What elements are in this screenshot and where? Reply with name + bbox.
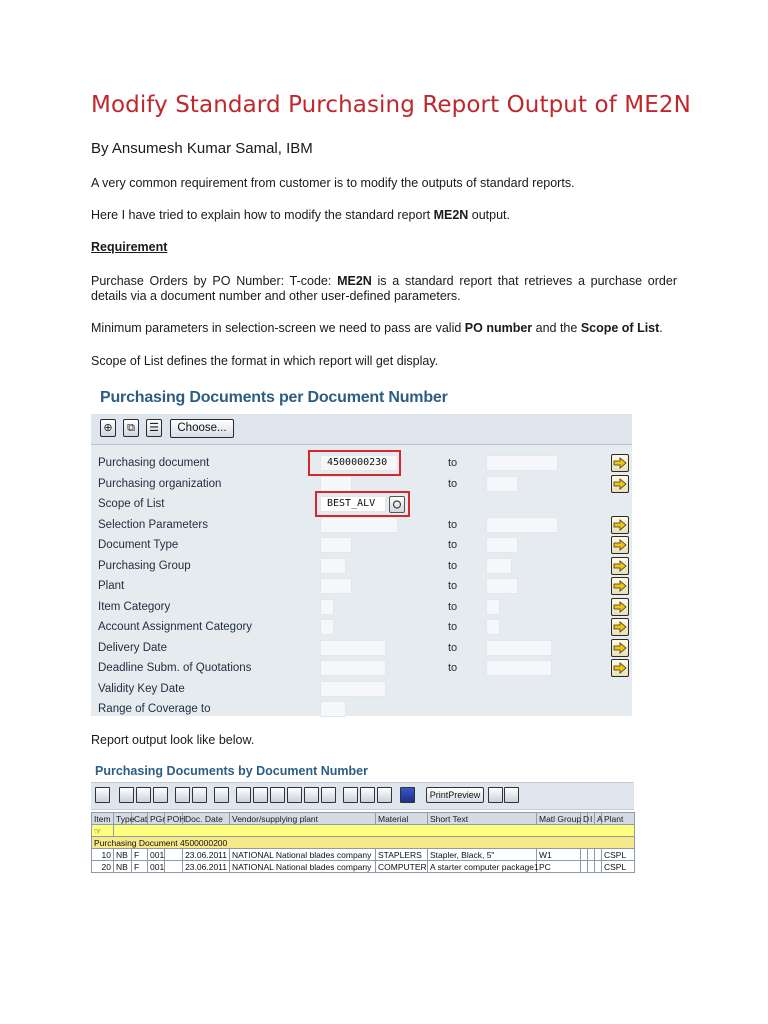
highlight-box	[308, 450, 401, 476]
multiple-selection-icon[interactable]	[611, 659, 629, 677]
cell	[165, 849, 183, 861]
total-icon[interactable]	[175, 787, 190, 803]
cell: NATIONAL National blades company	[230, 861, 376, 873]
selection-title-bar	[91, 380, 632, 414]
purchasing-group-input[interactable]	[320, 558, 346, 574]
cell: W1	[537, 849, 581, 861]
row-plant	[91, 577, 632, 597]
mail-icon[interactable]	[236, 787, 251, 803]
min-bold-po: PO number	[464, 321, 533, 335]
export-icon[interactable]	[253, 787, 268, 803]
item-category-to-input[interactable]	[486, 599, 500, 615]
row-label: Account Assignment Category	[98, 621, 253, 633]
selection-title: Purchasing Documents per Document Number	[100, 389, 448, 406]
multiple-selection-icon[interactable]	[611, 598, 629, 616]
row-label: Scope of List	[98, 498, 165, 510]
row-account-assignment-category	[91, 618, 632, 638]
row-label: Delivery Date	[98, 642, 168, 654]
table-row[interactable]	[92, 861, 635, 873]
minimum-params-paragraph	[91, 321, 677, 336]
selection-parameters-input[interactable]	[320, 517, 398, 533]
to-label: to	[448, 621, 458, 633]
multiple-selection-icon[interactable]	[611, 618, 629, 636]
delivery-date-to-input[interactable]	[486, 640, 552, 656]
column-header[interactable]: Vendor/supplying plant	[230, 813, 376, 825]
row-label: Purchasing organization	[98, 478, 222, 490]
to-label: to	[448, 560, 458, 572]
item-category-input[interactable]	[320, 599, 334, 615]
column-header[interactable]: Type	[114, 813, 132, 825]
select-layout-icon[interactable]	[360, 787, 375, 803]
document-type-to-input[interactable]	[486, 537, 518, 553]
column-header[interactable]: Plant	[602, 813, 635, 825]
row-label: Purchasing Group	[98, 560, 191, 572]
column-header[interactable]: Material	[376, 813, 428, 825]
report-table	[91, 812, 635, 873]
cell: 10	[92, 849, 114, 861]
cell: F	[132, 861, 148, 873]
output-paragraph: Report output look like below.	[91, 733, 255, 747]
row-selection-parameters	[91, 516, 632, 536]
deadline-quotations-input[interactable]	[320, 660, 386, 676]
word-processing-icon[interactable]	[287, 787, 302, 803]
to-label: to	[448, 601, 458, 613]
range-of-coverage-input[interactable]	[320, 701, 346, 717]
expand-row	[92, 825, 635, 837]
cell: CSPL	[602, 849, 635, 861]
purchasing-group-to-input[interactable]	[486, 558, 512, 574]
document-type-input[interactable]	[320, 537, 352, 553]
to-label: to	[448, 662, 458, 674]
deadline-quotations-to-input[interactable]	[486, 660, 552, 676]
to-label: to	[448, 580, 458, 592]
to-label: to	[448, 539, 458, 551]
row-document-type	[91, 536, 632, 556]
cell	[595, 861, 602, 873]
report-toolbar	[91, 782, 634, 810]
cell: 20	[92, 861, 114, 873]
local-file-icon[interactable]	[304, 787, 319, 803]
multiple-selection-icon[interactable]	[611, 516, 629, 534]
row-deadline-quotations	[91, 659, 632, 679]
expand-row-fill	[114, 825, 635, 837]
row-label: Deadline Subm. of Quotations	[98, 662, 252, 674]
column-header[interactable]: D	[581, 813, 588, 825]
min-bold-scope: Scope of List	[580, 321, 660, 335]
choose-button[interactable]: Choose...	[170, 419, 234, 438]
scope-of-list-input[interactable]: BEST_ALV	[320, 496, 386, 512]
cell: 23.06.2011	[183, 849, 230, 861]
column-header[interactable]: Short Text	[428, 813, 537, 825]
purchasing-document-to-input[interactable]	[486, 455, 558, 471]
requirement-heading: Requirement	[91, 240, 168, 254]
column-header[interactable]: Doc. Date	[183, 813, 230, 825]
cell: COMPUTER	[376, 861, 428, 873]
cell: NATIONAL National blades company	[230, 849, 376, 861]
execute-icon[interactable]: ⊕	[100, 419, 116, 437]
req-bold: ME2N	[337, 274, 372, 288]
req-suffix: is a standard report that retrieves a purchase order details via a document number and other user-defined parameters.	[91, 274, 677, 303]
cell: PC	[537, 861, 581, 873]
row-scope-of-list	[91, 495, 632, 515]
column-header[interactable]: A	[595, 813, 602, 825]
row-label: Plant	[98, 580, 125, 592]
multiple-selection-icon[interactable]	[611, 536, 629, 554]
purchasing-organization-to-input[interactable]	[486, 476, 518, 492]
to-label: to	[448, 457, 458, 469]
change-layout-icon[interactable]	[343, 787, 358, 803]
column-header[interactable]: Matl Group	[537, 813, 581, 825]
cell	[581, 849, 588, 861]
cell: STAPLERS	[376, 849, 428, 861]
subtotal-icon[interactable]	[192, 787, 207, 803]
account-assignment-to-input[interactable]	[486, 619, 500, 635]
filter-icon[interactable]	[153, 787, 168, 803]
abc-analysis-icon[interactable]	[321, 787, 336, 803]
multiple-selection-icon[interactable]	[611, 557, 629, 575]
validity-key-date-input[interactable]	[320, 681, 386, 697]
cell: NB	[114, 861, 132, 873]
row-validity-key-date	[91, 680, 632, 700]
row-label: Range of Coverage to	[98, 703, 211, 715]
row-item-category	[91, 598, 632, 618]
cell: 23.06.2011	[183, 861, 230, 873]
column-header[interactable]: PGr	[148, 813, 165, 825]
report-title: Purchasing Documents by Document Number	[95, 764, 368, 778]
column-header[interactable]: POH	[165, 813, 183, 825]
multiple-selection-icon[interactable]	[611, 454, 629, 472]
report-output	[91, 760, 634, 884]
cell: CSPL	[602, 861, 635, 873]
print-preview-button[interactable]: PrintPreview	[426, 787, 484, 803]
row-label: Validity Key Date	[98, 683, 185, 695]
document-icon[interactable]	[504, 787, 519, 803]
row-range-of-coverage	[91, 700, 632, 720]
column-header[interactable]: I	[588, 813, 595, 825]
cell: 001	[148, 861, 165, 873]
multiple-selection-icon[interactable]	[611, 475, 629, 493]
details-icon[interactable]	[95, 787, 110, 803]
row-label: Selection Parameters	[98, 519, 208, 531]
column-header[interactable]: Item	[92, 813, 114, 825]
expand-icon[interactable]: ☞	[92, 825, 114, 837]
plant-input[interactable]	[320, 578, 352, 594]
sort-descending-icon[interactable]	[136, 787, 151, 803]
explain-bold: ME2N	[433, 208, 469, 222]
row-purchasing-document	[91, 454, 632, 474]
purchasing-document-input[interactable]: 4500000230	[320, 455, 398, 471]
multiple-selection-icon[interactable]	[611, 639, 629, 657]
print-icon[interactable]	[214, 787, 229, 803]
to-label: to	[448, 519, 458, 531]
dynamic-selections-icon[interactable]: ☰	[146, 419, 162, 437]
document-title: Modify Standard Purchasing Report Output of ME2N	[91, 92, 691, 118]
account-assignment-input[interactable]	[320, 619, 334, 635]
row-label: Item Category	[98, 601, 171, 613]
scope-paragraph: Scope of List defines the format in which report will get display.	[91, 354, 439, 368]
explain-suffix: output.	[468, 208, 510, 222]
group-row	[92, 837, 635, 849]
cell: 001	[148, 849, 165, 861]
req-prefix: Purchase Orders by PO Number: T-code:	[91, 274, 338, 288]
cell: A starter computer package1	[428, 861, 537, 873]
selection-toolbar	[91, 414, 632, 445]
intro-paragraph: A very common requirement from customer is to modify the outputs of standard reports.	[91, 176, 575, 190]
cell	[581, 861, 588, 873]
delivery-date-input[interactable]	[320, 640, 386, 656]
table-header-row	[92, 813, 635, 825]
explain-paragraph	[91, 208, 677, 223]
min-suffix: .	[659, 321, 663, 335]
cell	[595, 849, 602, 861]
cell: NB	[114, 849, 132, 861]
table-row[interactable]	[92, 849, 635, 861]
min-mid: and the	[532, 321, 581, 335]
cell	[588, 849, 595, 861]
info-icon[interactable]	[400, 787, 415, 803]
author-line: By Ansumesh Kumar Samal, IBM	[91, 140, 313, 157]
row-delivery-date	[91, 639, 632, 659]
spreadsheet-icon[interactable]	[270, 787, 285, 803]
group-label: Purchasing Document 4500000200	[92, 837, 635, 849]
copy-icon[interactable]	[488, 787, 503, 803]
to-label: to	[448, 642, 458, 654]
column-header[interactable]: Cat	[132, 813, 148, 825]
save-layout-icon[interactable]	[377, 787, 392, 803]
cell	[165, 861, 183, 873]
selection-screen	[91, 380, 632, 716]
requirement-paragraph	[91, 274, 677, 304]
cell	[588, 861, 595, 873]
highlight-box	[315, 491, 410, 517]
sort-ascending-icon[interactable]	[119, 787, 134, 803]
purchasing-organization-input[interactable]	[320, 476, 352, 492]
multiple-selection-icon[interactable]	[611, 577, 629, 595]
min-prefix: Minimum parameters in selection-screen we need to pass are valid	[91, 321, 465, 335]
explain-prefix: Here I have tried to explain how to modify the standard report	[91, 208, 434, 222]
row-label: Document Type	[98, 539, 179, 551]
selection-parameters-to-input[interactable]	[486, 517, 558, 533]
plant-to-input[interactable]	[486, 578, 518, 594]
to-label: to	[448, 478, 458, 490]
cell: F	[132, 849, 148, 861]
row-label: Purchasing document	[98, 457, 210, 469]
row-purchasing-group	[91, 557, 632, 577]
cell: Stapler, Black, 5"	[428, 849, 537, 861]
get-variant-icon[interactable]: ⧉	[123, 419, 139, 437]
